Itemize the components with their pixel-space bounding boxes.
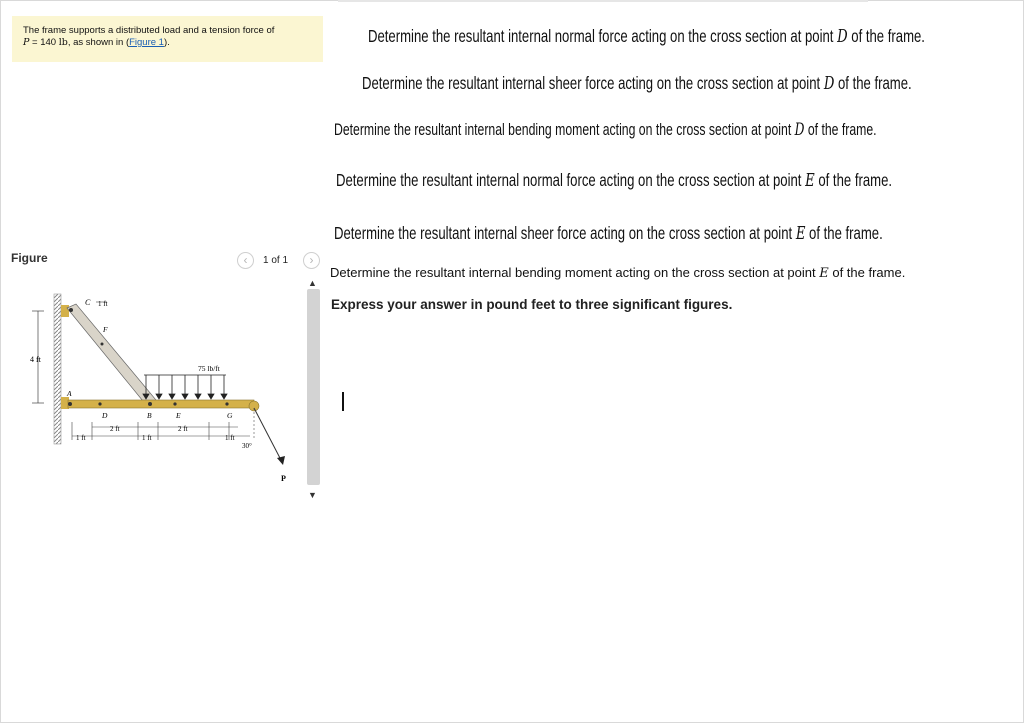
question-text: Determine the resultant internal normal force acting on the cross section at point xyxy=(368,26,838,46)
pin-c xyxy=(69,308,73,312)
label-dim-2ft-b: 2 ft xyxy=(178,425,188,433)
question-suffix: of the frame. xyxy=(828,265,906,280)
figure-link[interactable]: Figure 1 xyxy=(129,37,164,48)
tension-unit: lb xyxy=(58,37,68,48)
figure-heading: Figure xyxy=(11,251,48,265)
problem-statement xyxy=(12,16,323,62)
problem-text: The frame supports a distributed load and a tension force of xyxy=(23,25,275,36)
next-figure-button[interactable] xyxy=(303,252,320,269)
arrow-down-icon: ▼ xyxy=(308,490,317,500)
pin-f xyxy=(101,343,104,346)
point-d xyxy=(98,402,101,405)
scroll-up-button[interactable] xyxy=(308,278,317,288)
previous-figure-button[interactable] xyxy=(237,252,254,269)
label-1ft-top: 1 ft xyxy=(98,300,108,308)
question-2 xyxy=(362,73,912,94)
label-angle: 30° xyxy=(242,442,252,450)
question-text: Determine the resultant internal normal force acting on the cross section at point xyxy=(336,170,806,190)
member-cb xyxy=(67,304,156,406)
label-g: G xyxy=(227,411,233,420)
tension-equals: = 140 xyxy=(29,37,59,48)
label-d: D xyxy=(102,411,108,420)
question-point: D xyxy=(823,74,835,94)
question-suffix: of the frame. xyxy=(805,223,883,243)
tension-variable: P xyxy=(23,37,30,48)
answer-text-cursor[interactable] xyxy=(342,392,344,411)
label-dim-1ft-b: 1 ft xyxy=(142,434,152,442)
frame-diagram xyxy=(10,290,300,490)
question-point: E xyxy=(819,266,829,281)
question-suffix: of the frame. xyxy=(814,170,893,190)
label-dim-1ft-c: 1 ft xyxy=(225,434,235,442)
label-a: A xyxy=(67,389,72,398)
figure-page-indicator: 1 of 1 xyxy=(263,255,289,266)
top-divider xyxy=(338,0,868,2)
question-point: E xyxy=(795,224,806,244)
label-load: 75 lb/ft xyxy=(198,364,220,373)
chevron-left-icon: ‹ xyxy=(243,253,248,267)
label-f: F xyxy=(103,325,108,334)
label-dim-1ft-a: 1 ft xyxy=(76,434,86,442)
question-4 xyxy=(336,170,892,191)
question-text: Determine the resultant internal sheer force acting on the cross section at point xyxy=(362,73,824,93)
label-dim-2ft-a: 2 ft xyxy=(110,425,120,433)
load-arrows xyxy=(143,375,227,399)
figure-scrollbar[interactable] xyxy=(307,289,320,485)
question-point: D xyxy=(837,27,848,47)
question-1 xyxy=(368,26,925,47)
arrow-up-icon: ▲ xyxy=(308,278,317,288)
chevron-right-icon: › xyxy=(309,253,314,267)
question-text: Determine the resultant internal bending moment acting on the cross section at point xyxy=(330,265,820,280)
label-b: B xyxy=(147,411,152,420)
problem-closing: ). xyxy=(163,37,170,48)
question-suffix: of the frame. xyxy=(834,73,912,93)
label-p: P xyxy=(281,474,286,483)
question-6 xyxy=(330,265,905,281)
wall xyxy=(54,294,61,444)
point-e xyxy=(173,402,176,405)
question-suffix: of the frame. xyxy=(804,120,877,139)
point-g xyxy=(225,402,228,405)
cable xyxy=(254,408,281,460)
scroll-down-button[interactable] xyxy=(308,490,317,500)
pin-b xyxy=(148,402,152,406)
pin-support-c xyxy=(61,305,69,317)
label-e: E xyxy=(176,411,181,420)
shown-in-text: , as shown in ( xyxy=(67,37,130,48)
question-text: Determine the resultant internal bending moment acting on the cross section at point xyxy=(334,120,795,139)
label-4ft: 4 ft xyxy=(30,355,41,364)
question-text: Determine the resultant internal sheer force acting on the cross section at point xyxy=(334,223,796,243)
question-suffix: of the frame. xyxy=(847,26,925,46)
answer-instruction: Express your answer in pound feet to three significant figures. xyxy=(331,297,733,312)
pin-a xyxy=(68,402,72,406)
force-arrow-p xyxy=(277,456,285,465)
label-c: C xyxy=(85,298,91,307)
question-5 xyxy=(334,223,883,244)
question-3 xyxy=(334,120,877,140)
question-point: D xyxy=(794,120,805,140)
question-point: E xyxy=(805,171,815,191)
